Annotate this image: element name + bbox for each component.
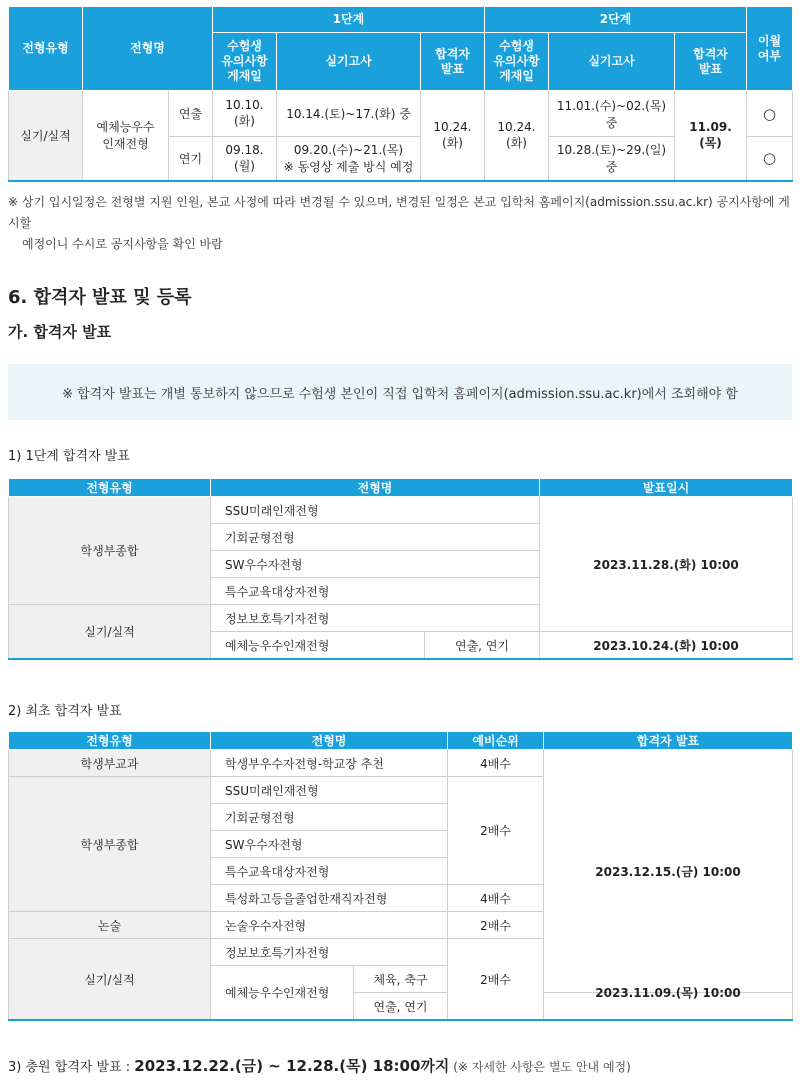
- stage1-announce-table: [8, 478, 793, 660]
- s2-notice: 10.24.(화): [485, 91, 549, 181]
- header-s1-announce: 합격자 발표: [421, 33, 485, 91]
- subsection-title: 가. 합격자 발표: [8, 323, 112, 341]
- s2-announce: 11.09.(목): [675, 91, 747, 181]
- t2-header-date: 발표일시: [540, 479, 793, 497]
- row-name: 예체능우수 인재전형: [83, 91, 169, 181]
- t2-type-b: 실기/실적: [9, 605, 211, 660]
- sub1-title: 1) 1단계 합격자 발표: [8, 449, 130, 464]
- t3-name-8: 예체능우수인재전형: [211, 966, 354, 1021]
- t2-header-type: 전형유형: [9, 479, 211, 497]
- t3-rank-3: 2배수: [448, 912, 544, 939]
- t2-name-0: SSU미래인재전형: [211, 497, 540, 524]
- t2-sub-last: 연출, 연기: [425, 632, 540, 660]
- t3-header-type: 전형유형: [9, 732, 211, 750]
- s1-notice-1: 10.10.(화): [213, 91, 277, 137]
- s1-exam-1: 10.14.(토)~17.(화) 중: [277, 91, 421, 137]
- t2-type-a: 학생부종합: [9, 497, 211, 605]
- t3-name-1: SSU미래인재전형: [211, 777, 448, 804]
- additional-note: (※ 자세한 사항은 별도 안내 예정): [449, 1060, 631, 1074]
- t3-name-2: 기회균형전형: [211, 804, 448, 831]
- header-stage2: 2단계: [485, 7, 747, 33]
- t3-header-name: 전형명: [211, 732, 448, 750]
- s1-exam-2: 09.20.(수)~21.(목) ※ 동영상 제출 방식 예정: [277, 137, 421, 181]
- row-type: 실기/실적: [9, 91, 83, 181]
- t2-name-1: 기회균형전형: [211, 524, 540, 551]
- sub2-title: 2) 최초 합격자 발표: [8, 704, 122, 719]
- additional-date: 2023.12.22.(금) ~ 12.28.(목) 18:00까지: [134, 1057, 450, 1075]
- header-stage1: 1단계: [213, 7, 485, 33]
- row-sub-1: 연출: [169, 91, 213, 137]
- t3-name-0: 학생부우수자전형-학교장 추천: [211, 750, 448, 777]
- t3-type-0: 학생부교과: [9, 750, 211, 777]
- t3-name-7: 정보보호특기자전형: [211, 939, 448, 966]
- t3-date-a: 2023.12.15.(금) 10:00: [544, 750, 793, 993]
- schedule-note: ※ 상기 입시일정은 전형별 지원 인원, 본교 사정에 따라 변경될 수 있으며, 변경된 일정은 본교 입학처 홈페이지(admission.ssu.ac.kr) 공지사항에 게시할 예정이니 수시로 공지사항을 확인 바람: [8, 195, 790, 251]
- header-s2-exam: 실기고사: [549, 33, 675, 91]
- t2-name-4: 정보보호특기자전형: [211, 605, 540, 632]
- schedule-table: [8, 6, 793, 182]
- t3-rank-4: 2배수: [448, 939, 544, 1021]
- t2-date-a: 2023.11.28.(화) 10:00: [540, 497, 793, 632]
- t2-name-5: 예체능우수인재전형: [211, 632, 425, 660]
- s2-exam-2: 10.28.(토)~29.(일) 중: [549, 137, 675, 181]
- t2-header-name: 전형명: [211, 479, 540, 497]
- carryover-2: ○: [747, 137, 793, 181]
- header-s1-exam: 실기고사: [277, 33, 421, 91]
- s1-notice-2: 09.18.(월): [213, 137, 277, 181]
- row-sub-2: 연기: [169, 137, 213, 181]
- t3-type-3: 실기/실적: [9, 939, 211, 1021]
- t2-name-2: SW우수자전형: [211, 551, 540, 578]
- header-carryover: 이월 여부: [747, 7, 793, 91]
- header-s2-notice: 수험생 유의사항 게재일: [485, 33, 549, 91]
- notice-box: ※ 합격자 발표는 개별 통보하지 않으므로 수험생 본인이 직접 입학처 홈페이지(admission.ssu.ac.kr)에서 조회해야 함: [8, 364, 792, 420]
- additional-announce: 3) 충원 합격자 발표 : 2023.12.22.(금) ~ 12.28.(목) 18:00까지 (※ 자세한 사항은 별도 안내 예정): [8, 1057, 631, 1075]
- header-s1-notice: 수험생 유의사항 게재일: [213, 33, 277, 91]
- t3-rank-2: 4배수: [448, 885, 544, 912]
- t3-type-1: 학생부종합: [9, 777, 211, 912]
- t3-name-3: SW우수자전형: [211, 831, 448, 858]
- t3-header-date: 합격자 발표: [544, 732, 793, 750]
- t3-rank-0: 4배수: [448, 750, 544, 777]
- t3-rank-1: 2배수: [448, 777, 544, 885]
- t3-date-b: 2023.11.09.(목) 10:00: [544, 979, 793, 1007]
- section-title: 6. 합격자 발표 및 등록: [8, 287, 192, 308]
- t3-sub-0: 체육, 축구: [354, 966, 448, 993]
- t3-name-6: 논술우수자전형: [211, 912, 448, 939]
- t3-name-5: 특성화고등을졸업한재직자전형: [211, 885, 448, 912]
- t2-name-3: 특수교육대상자전형: [211, 578, 540, 605]
- t3-name-4: 특수교육대상자전형: [211, 858, 448, 885]
- initial-announce-table: [8, 731, 793, 1021]
- header-type: 전형유형: [9, 7, 83, 91]
- t3-header-rank: 예비순위: [448, 732, 544, 750]
- header-s2-announce: 합격자 발표: [675, 33, 747, 91]
- s1-announce: 10.24.(화): [421, 91, 485, 181]
- t3-type-2: 논술: [9, 912, 211, 939]
- s2-exam-1: 11.01.(수)~02.(목) 중: [549, 91, 675, 137]
- header-name: 전형명: [83, 7, 213, 91]
- t3-sub-1: 연출, 연기: [354, 993, 448, 1021]
- carryover-1: ○: [747, 91, 793, 137]
- t2-date-b: 2023.10.24.(화) 10:00: [540, 632, 793, 660]
